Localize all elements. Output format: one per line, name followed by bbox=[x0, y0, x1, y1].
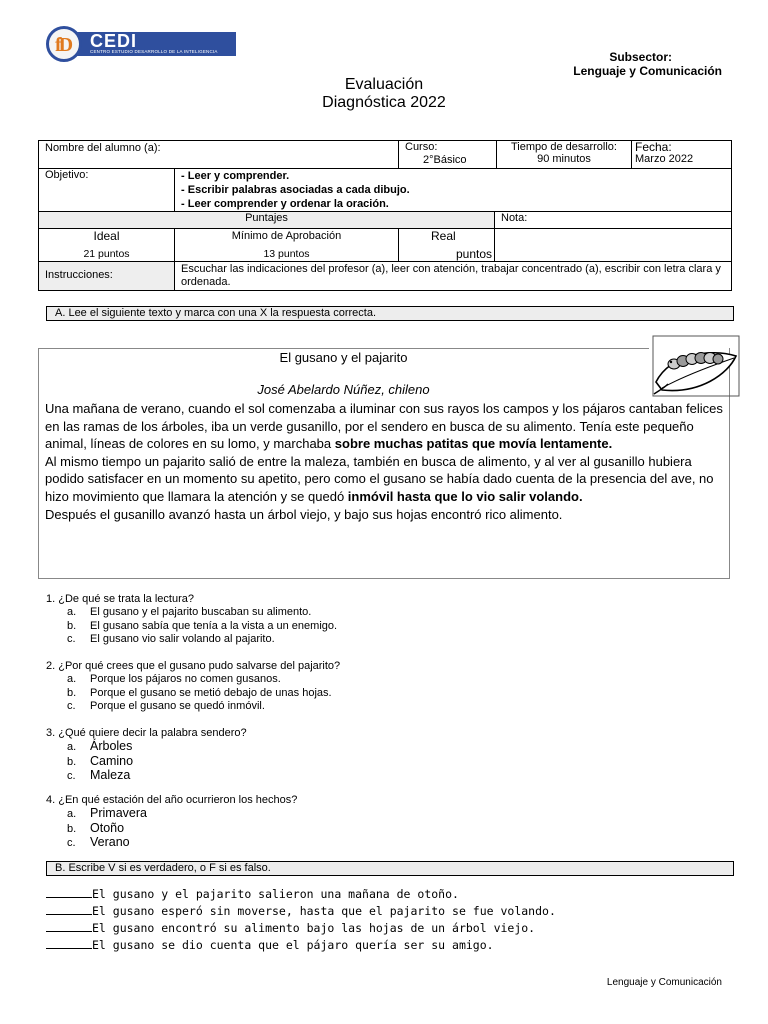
course-value: 2°Básico bbox=[423, 154, 467, 166]
tf-answer-blank[interactable] bbox=[46, 886, 92, 898]
min-approval-value: 13 puntos bbox=[263, 248, 310, 260]
date-cell bbox=[632, 141, 731, 169]
grade-label: Nota: bbox=[501, 212, 528, 224]
reading-author: José Abelardo Núñez, chileno bbox=[257, 382, 430, 397]
q2-option-b[interactable]: b. Porque el gusano se metió debajo de unas hojas. bbox=[67, 686, 332, 699]
time-value: 90 minutos bbox=[537, 153, 591, 165]
tf-answer-blank[interactable] bbox=[46, 920, 92, 932]
min-approval-cell bbox=[175, 229, 399, 262]
q1-option-b[interactable]: b. El gusano sabía que tenía a la vista a un enemigo. bbox=[67, 619, 338, 632]
logo-name: CEDI bbox=[90, 31, 138, 51]
grade-cell[interactable] bbox=[495, 212, 731, 229]
objectives-cell bbox=[175, 169, 731, 212]
objective-item: - Escribir palabras asociadas a cada dibujo. bbox=[181, 184, 410, 196]
min-approval-label: Mínimo de Aprobación bbox=[231, 230, 342, 242]
student-name-label: Nombre del alumno (a): bbox=[45, 142, 161, 154]
subsector-value: Lenguaje y Comunicación bbox=[573, 64, 722, 78]
ideal-cell bbox=[39, 229, 175, 262]
footer-subject: Lenguaje y Comunicación bbox=[606, 977, 722, 988]
time-cell bbox=[497, 141, 632, 169]
objective-item: - Leer y comprender. bbox=[181, 170, 290, 182]
q4-options bbox=[67, 807, 147, 851]
real-value: puntos bbox=[455, 247, 492, 261]
tf-statement: El gusano esperó sin moverse, hasta que el pajarito se fue volando. bbox=[46, 903, 556, 920]
q3-option-b[interactable]: b. Camino bbox=[67, 753, 134, 768]
ideal-value: 21 puntos bbox=[83, 248, 130, 260]
logo-monogram: fD bbox=[55, 34, 71, 56]
q3-option-a[interactable]: a. Árboles bbox=[67, 739, 133, 753]
tf-answer-blank[interactable] bbox=[46, 937, 92, 949]
q1-options bbox=[67, 606, 337, 647]
q4-option-a[interactable]: a. Primavera bbox=[67, 806, 147, 820]
title-line-2: Diagnóstica 2022 bbox=[322, 94, 446, 111]
tf-statement: El gusano se dio cuenta que el pájaro quería ser su amigo. bbox=[46, 937, 556, 954]
question-4: 4. ¿En qué estación del año ocurrieron los hechos? bbox=[46, 794, 298, 806]
info-table bbox=[38, 140, 732, 291]
objective-item: - Leer comprender y ordenar la oración. bbox=[181, 198, 389, 210]
page-title bbox=[0, 76, 768, 112]
q3-option-c[interactable]: c. Maleza bbox=[67, 768, 131, 783]
reading-bold-2: inmóvil hasta que lo vio salir volando. bbox=[347, 488, 583, 504]
subsector-label: Subsector: bbox=[609, 50, 672, 64]
reading-paragraph-2: Al mismo tiempo un pajarito salió de entre la maleza, también en busca de alimento, y al ver al gusanillo hubiera podido satisfacer en un momento su apetito, pero como el gusano se había dado cuenta de la presencia del ave, no hizo movimiento que llamara la atención y se quedó inmóvil hasta que lo vio salir volando. bbox=[45, 453, 714, 504]
grade-value-cell[interactable] bbox=[495, 229, 731, 262]
question-1: 1. ¿De qué se trata la lectura? bbox=[46, 593, 194, 605]
objective-label-cell bbox=[39, 169, 175, 212]
course-cell[interactable] bbox=[399, 141, 497, 169]
date-value: Marzo 2022 bbox=[635, 153, 694, 165]
reading-paragraph-3: Después el gusanillo avanzó hasta un árbol viejo, y bajo sus hojas encontró rico alimento. bbox=[45, 506, 563, 522]
q2-option-c[interactable]: c. Porque el gusano se quedó inmóvil. bbox=[67, 700, 265, 713]
ideal-label: Ideal bbox=[93, 229, 120, 243]
instructions-label-cell bbox=[39, 262, 175, 290]
tf-statement: El gusano y el pajarito salieron una mañana de otoño. bbox=[46, 886, 556, 903]
section-a-instruction: A. Lee el siguiente texto y marca con una X la respuesta correcta. bbox=[46, 306, 734, 321]
instructions-cell bbox=[175, 262, 731, 290]
section-b-instruction: B. Escribe V si es verdadero, o F si es falso. bbox=[46, 861, 734, 876]
question-3: 3. ¿Qué quiere decir la palabra sendero? bbox=[46, 727, 247, 739]
reading-title: El gusano y el pajarito bbox=[279, 350, 408, 365]
instructions-text: Escuchar las indicaciones del profesor (a), leer con atención, trabajar concentrado (a), escribir con letra clara y ordenada. bbox=[181, 263, 721, 288]
reading-paragraph-1: Una mañana de verano, cuando el sol comenzaba a iluminar con sus rayos los campos y los pájaros cantaban felices en las ramas de los árboles, iba un verde gusanillo, por el sendero en busca de su alimento. Tenía este pequeño animal, líneas de colores en su lomo, y marchaba sobre muchas patitas que movía lentamente. bbox=[45, 401, 723, 452]
real-score-cell[interactable] bbox=[399, 229, 495, 262]
q3-options bbox=[67, 740, 133, 784]
scores-header bbox=[39, 212, 495, 229]
logo-subtitle: CENTRO ESTUDIO DESARROLLO DE LA INTELIGENCIA bbox=[90, 49, 218, 54]
tf-statement: El gusano encontró su alimento bajo las hojas de un árbol viejo. bbox=[46, 920, 556, 937]
objective-label: Objetivo: bbox=[45, 169, 89, 181]
date-label: Fecha: bbox=[635, 140, 672, 154]
instructions-label: Instrucciones: bbox=[45, 269, 113, 281]
tf-answer-blank[interactable] bbox=[46, 903, 92, 915]
reading-bold-1: sobre muchas patitas que movía lentamente. bbox=[334, 436, 613, 452]
worm-leaf-illustration-icon bbox=[650, 334, 742, 398]
q4-option-b[interactable]: b. Otoño bbox=[67, 820, 125, 835]
student-name-cell[interactable] bbox=[39, 141, 399, 169]
title-line-1: Evaluación bbox=[344, 76, 424, 93]
q2-options bbox=[67, 673, 332, 714]
logo-emblem-icon bbox=[46, 26, 82, 62]
reading-body bbox=[45, 400, 728, 523]
q1-option-c[interactable]: c. El gusano vio salir volando al pajarito. bbox=[67, 633, 275, 646]
real-label: Real bbox=[431, 229, 456, 243]
question-2: 2. ¿Por qué crees que el gusano pudo salvarse del pajarito? bbox=[46, 660, 341, 672]
q4-option-c[interactable]: c. Verano bbox=[67, 835, 130, 850]
true-false-list bbox=[46, 886, 556, 954]
scores-label: Puntajes bbox=[245, 212, 288, 224]
q2-option-a[interactable]: a. Porque los pájaros no comen gusanos. bbox=[67, 673, 281, 685]
cedi-logo bbox=[46, 26, 236, 62]
time-label: Tiempo de desarrollo: bbox=[511, 141, 617, 153]
course-label: Curso: bbox=[405, 141, 438, 153]
q1-option-a[interactable]: a. El gusano y el pajarito buscaban su alimento. bbox=[67, 606, 312, 618]
subsector bbox=[573, 50, 722, 78]
